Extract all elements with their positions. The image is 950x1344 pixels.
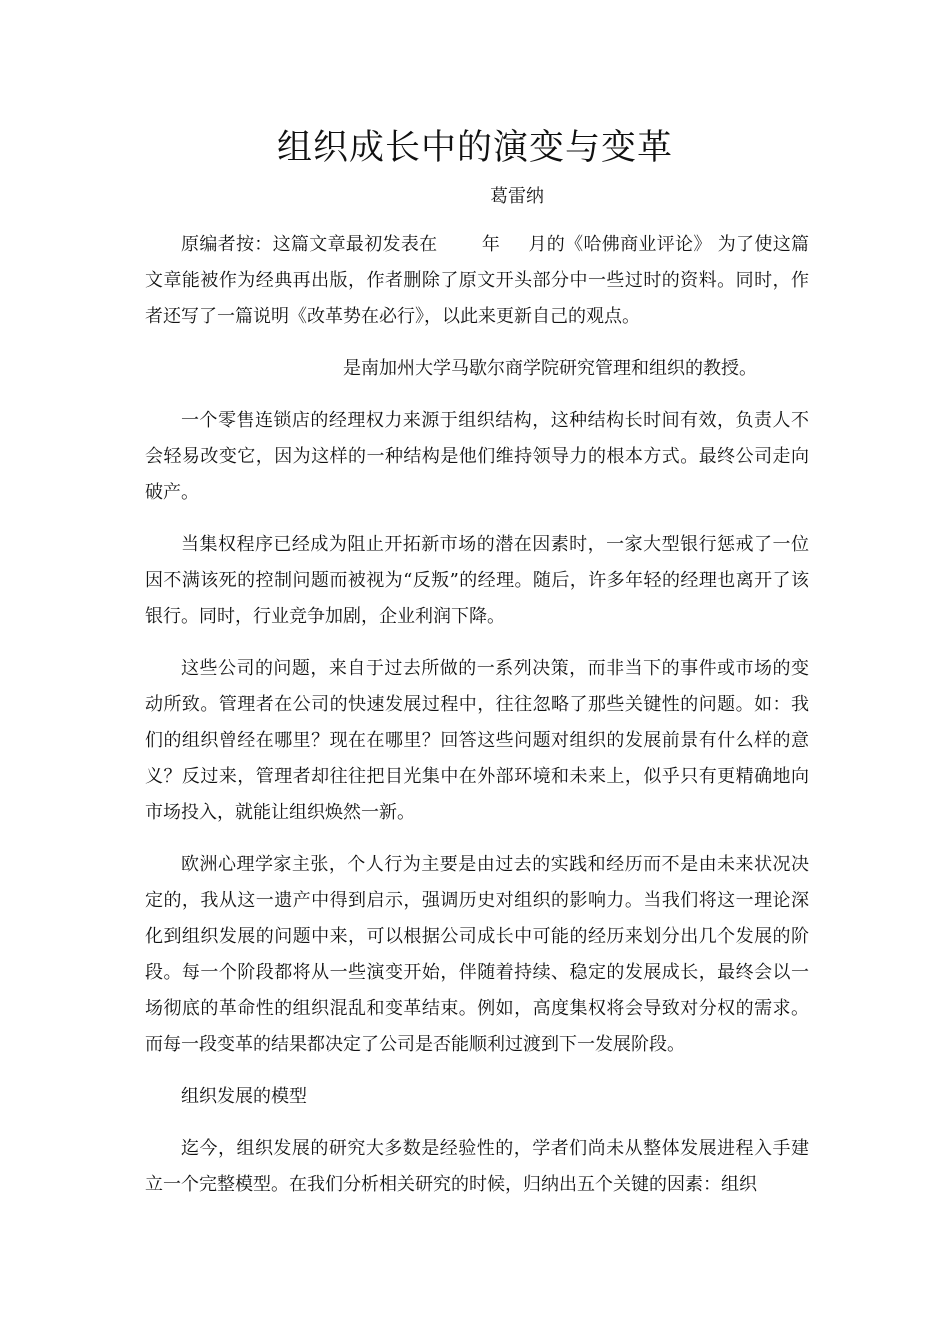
author-name: 葛雷纳: [490, 186, 544, 207]
paragraph-retail: 一个零售连锁店的经理权力来源于组织结构，这种结构长时间有效，负责人不会轻易改变它，因为这样的一种结构是他们维持领导力的根本方式。最终公司走向破产。: [145, 410, 809, 503]
paragraph-model: 迄今，组织发展的研究大多数是经验性的，学者们尚未从整体发展进程入手建立一个完整模型。在我们分析相关研究的时候，归纳出五个关键的因素：组织: [145, 1138, 809, 1195]
editor-note-part1: 原编者按：这篇文章最初发表在: [181, 234, 438, 255]
section-heading: 组织发展的模型: [181, 1086, 307, 1107]
paragraph-problems: 这些公司的问题，来自于过去所做的一系列决策，而非当下的事件或市场的变动所致。管理者在公司的快速发展过程中，往往忽略了那些关键性的问题。如：我们的组织曾经在哪里？现在在哪里？回答这些问题对组织的发展前景有什么样的意义？反过来，管理者却往往把目光集中在外部环境和未来上，似乎只有更精确地向市场投入，就能让组织焕然一新。: [145, 658, 809, 823]
document-title: 组织成长中的演变与变革: [276, 128, 673, 169]
paragraph-psychology: 欧洲心理学家主张，个人行为主要是由过去的实践和经历而不是由未来状况决定的，我从这一遗产中得到启示，强调历史对组织的影响力。当我们将这一理论深化到组织发展的问题中来，可以根据公司成长中可能的经历来划分出几个发展的阶段。每一个阶段都将从一些演变开始，伴随着持续、稳定的发展成长，最终会以一场彻底的革命性的组织混乱和变革结束。例如，高度集权将会导致对分权的需求。而每一段变革的结果都决定了公司是否能顺利过渡到下一发展阶段。: [145, 854, 809, 1055]
author-bio: 是南加州大学马歇尔商学院研究管理和组织的教授。: [343, 358, 757, 379]
document-body: [145, 227, 809, 1219]
editor-note-part2: 年: [481, 234, 501, 255]
editor-note: [145, 227, 809, 335]
editor-note-part3: 月的《哈佛商业评论》 为了使这篇文章能被作为经典再出版，作者删除了原文开头部分中一些过时的资料。同时，作者还写了一篇说明《改革势在必行》，以此来更新自己的观点。: [145, 234, 810, 327]
paragraph-bank: 当集权程序已经成为阻止开拓新市场的潜在因素时，一家大型银行惩戒了一位因不满该死的控制问题而被视为“反叛”的经理。随后，许多年轻的经理也离开了该银行。同时，行业竞争加剧，企业利润下降。: [145, 534, 809, 627]
